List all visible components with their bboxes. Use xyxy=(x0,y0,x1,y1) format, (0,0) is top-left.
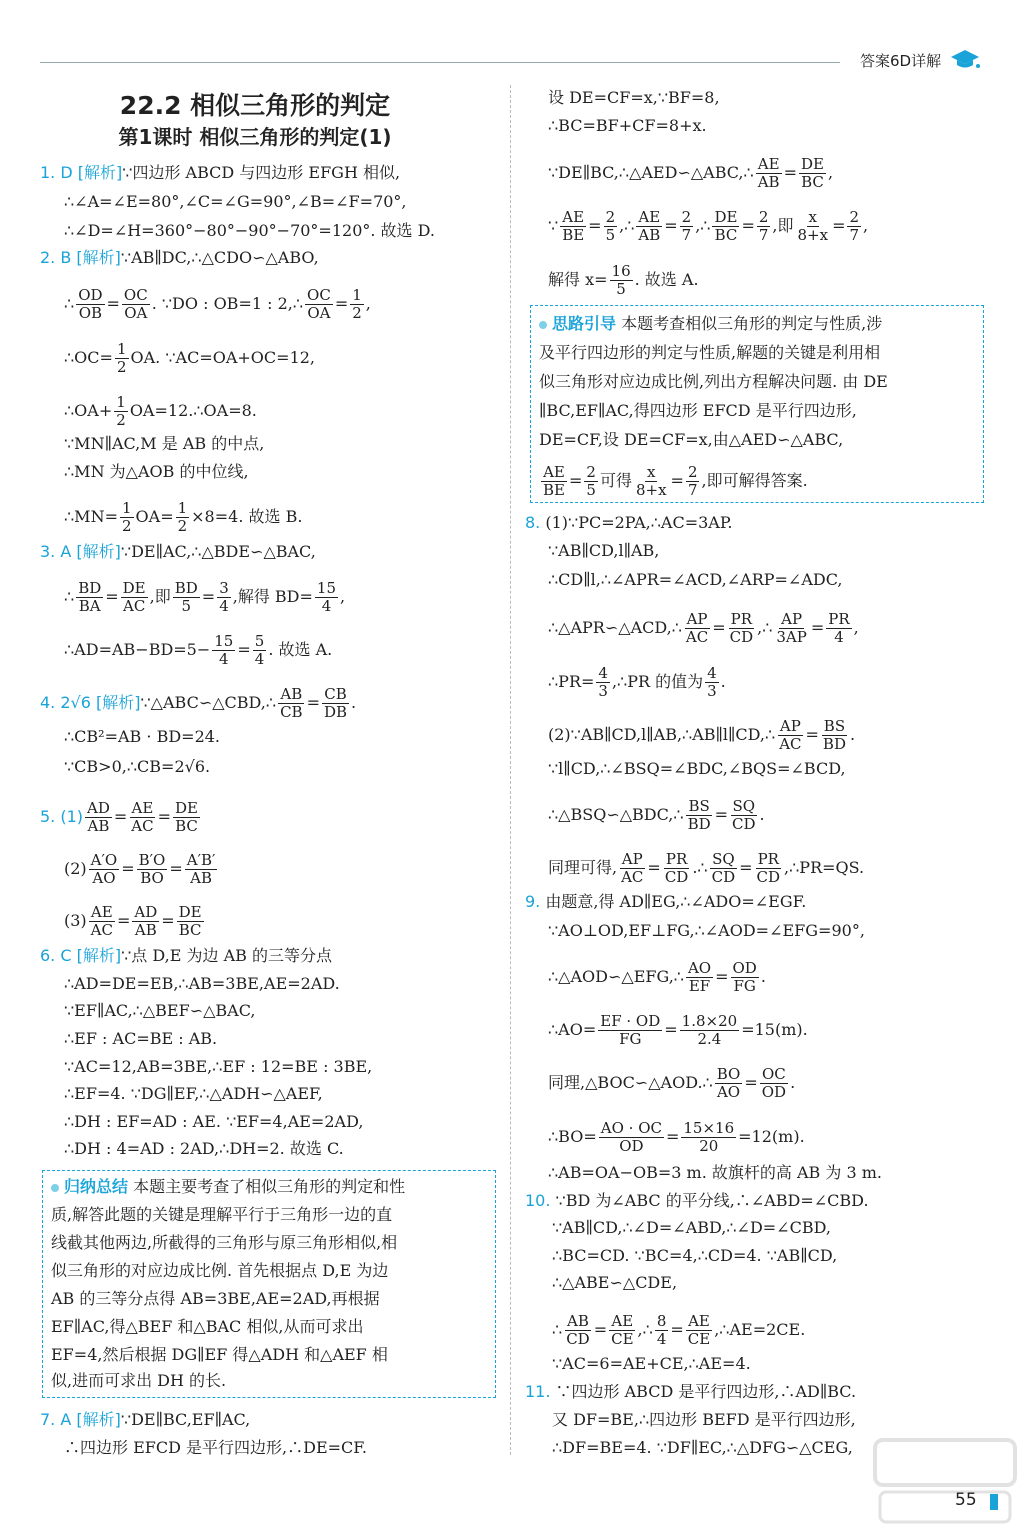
answer-line: ∴AO= $\frac{EF \cdot OD}{FG}$ = $\frac{1.8\times 20}{2.4}$ =15(m). xyxy=(548,1012,808,1048)
answer-line: ∴MN 为△AOB 的中位线, xyxy=(64,462,249,481)
answer-line: ∴BC=CD. ∵BC=4,∴CD=4. ∵AB∥CD, xyxy=(552,1246,838,1265)
answer-line: ∴AB=OA−OB=3 m. 故旗杆的高 AB 为 3 m. xyxy=(548,1163,882,1182)
answer-4: 4. 2√6 [解析]∵△ABC∽△CBD,∴ $\frac{AB}{CB}$ = $\frac{CB}{DB}$ . xyxy=(40,685,357,721)
graduation-cap-icon xyxy=(950,48,980,70)
answer-3: 3. A [解析]∵DE∥AC,∴△BDE∽△BAC, xyxy=(40,542,316,561)
answer-line: ∴DF=BE=4. ∵DF∥EC,∴△DFG∽△CEG, xyxy=(552,1438,853,1457)
answer-line: ∴∠D=∠H=360°−80°−90°−70°=120°. 故选 D. xyxy=(64,221,435,240)
answer-line: ∴△ABE∽△CDE, xyxy=(552,1273,678,1292)
answer-line: ∵MN∥AC,M 是 AB 的中点, xyxy=(64,434,265,453)
answer-line: ∴△BSQ∽△BDC,∴ $\frac{BS}{BD}$ = $\frac{SQ}{CD}$ . xyxy=(548,797,765,833)
guide-box xyxy=(530,305,984,503)
answer-line: 解得 x= $\frac{16}{5}$ . 故选 A. xyxy=(548,262,699,298)
question-number: 11. xyxy=(525,1382,551,1401)
answer-text: 由题意,得 AD∥EG,∴∠ADO=∠EGF. xyxy=(540,892,807,911)
answer-line: ∴CB²=AB · BD=24. xyxy=(64,727,221,746)
answer-line: ∵AC=6=AE+CE,∴AE=4. xyxy=(552,1354,751,1373)
column-divider xyxy=(510,85,511,1455)
guide-line: $\frac{AE}{BE}$ = $\frac{2}{5}$ 可得 $\frac{x}{8+x}$ = $\frac{2}{7}$ ,即可解得答案. xyxy=(543,463,808,499)
summary-box xyxy=(42,1170,496,1398)
answer-line: ∵AB∥CD,∴∠D=∠ABD,∴∠D=∠CBD, xyxy=(552,1218,831,1237)
answer-11 xyxy=(525,1382,856,1402)
answer-line: ∵AB∥CD,l∥AB, xyxy=(548,541,660,560)
answer-line: ∴OC= $\frac{1}{2}$ OA. ∵AC=OA+OC=12, xyxy=(64,340,316,376)
summary-line: 线截其他两边,所截得的三角形与原三角形相似,相 xyxy=(51,1233,398,1252)
bullet-icon xyxy=(51,1184,59,1192)
answer-line: 又 DF=BE,∴四边形 BEFD 是平行四边形, xyxy=(552,1410,856,1429)
answer-line: ∵AO⊥OD,EF⊥FG,∴∠AOD=∠EFG=90°, xyxy=(548,921,865,940)
answer-line: ∴DH : 4=AD : 2AD,∴DH=2. 故选 C. xyxy=(64,1139,344,1158)
answer-text: (1)∵PC=2PA,∴AC=3AP. xyxy=(540,513,733,532)
answer-text: ∵BD 为∠ABC 的平分线,∴∠ABD=∠CBD. xyxy=(550,1191,869,1210)
page-marker xyxy=(990,1494,998,1510)
answer-line: ∴BO= $\frac{AO \cdot OC}{OD}$ = $\frac{15\times 16}{20}$ =12(m). xyxy=(548,1119,805,1155)
page-number: 55 xyxy=(955,1490,977,1510)
answer-line: ∴EF : AC=BE : AB. xyxy=(64,1029,218,1048)
guide-line: ∥BC,EF∥AC,得四边形 EFCD 是平行四边形, xyxy=(539,401,857,420)
answer-8 xyxy=(525,513,732,533)
header-brand: 答案6D详解 xyxy=(860,52,942,70)
section-subtitle: 第1课时 相似三角形的判定(1) xyxy=(118,125,392,149)
answer-5: 5. (1) $\frac{AD}{AB}$ = $\frac{AE}{AC}$ = $\frac{DE}{BC}$ xyxy=(40,799,198,835)
question-number: 10. xyxy=(525,1191,551,1210)
answer-2: 2. B [解析]∵AB∥DC,∴△CDO∽△ABO, xyxy=(40,248,319,267)
answer-7: 7. A [解析]∵DE∥BC,EF∥AC, xyxy=(40,1410,251,1429)
answer-line: ∴DH : EF=AD : AE. ∵EF=4,AE=2AD, xyxy=(64,1112,364,1131)
answer-line: ∵EF∥AC,∴△BEF∽△BAC, xyxy=(64,1001,256,1020)
guide-first-line: 思路引导 本题考查相似三角形的判定与性质,涉 xyxy=(539,314,882,334)
answer-line: ∴CD∥l,∴∠APR=∠ACD,∠ARP=∠ADC, xyxy=(548,570,843,589)
answer-9 xyxy=(525,892,806,912)
answer-line: 同理可得, $\frac{AP}{AC}$ = $\frac{PR}{CD}$ .∴ $\frac{SQ}{CD}$ = $\frac{PR}{CD}$ ,∴PR=QS. xyxy=(548,850,865,886)
answer-line: ∴EF=4. ∵DG∥EF,∴△ADH∽△AEF, xyxy=(64,1084,323,1103)
answer-line: ∴MN= $\frac{1}{2}$ OA= $\frac{1}{2}$ ×8=4. 故选 B. xyxy=(64,499,303,535)
guide-line: 似三角形对应边成比例,列出方程解决问题. 由 DE xyxy=(539,372,888,391)
answer-line: ∴PR= $\frac{4}{3}$ ,∴PR 的值为 $\frac{4}{3}$ . xyxy=(548,664,726,700)
answer-line: ∵AC=12,AB=3BE,∴EF : 12=BE : 3BE, xyxy=(64,1057,373,1076)
summary-line: AB 的三等分点得 AB=3BE,AE=2AD,再根据 xyxy=(51,1289,380,1308)
answer-line: ∴AD=DE=EB,∴AB=3BE,AE=2AD. xyxy=(64,974,340,993)
watermark-logo xyxy=(870,1430,1020,1530)
answer-line: 同理,△BOC∽△AOD.∴ $\frac{BO}{AO}$ = $\frac{OC}{OD}$ . xyxy=(548,1065,796,1101)
answer-line: ∴OA+ $\frac{1}{2}$ OA=12.∴OA=8. xyxy=(64,393,257,429)
answer-line: ∴ $\frac{BD}{BA}$ = $\frac{DE}{AC}$ ,即 $\frac{BD}{5}$ = $\frac{3}{4}$ ,解得 BD= $\frac{15}{4}$ , xyxy=(64,579,346,615)
summary-line: EF=4,然后根据 DG∥EF 得△ADH 和△AEF 相 xyxy=(51,1345,388,1364)
answer-line: ∴ $\frac{OD}{OB}$ = $\frac{OC}{OA}$ . ∵DO : OB=1 : 2,∴ $\frac{OC}{OA}$ = $\frac{1}{2}$ , xyxy=(64,286,371,322)
answer-1: 1. D [解析]∵四边形 ABCD 与四边形 EFGH 相似, xyxy=(40,163,401,182)
answer-10 xyxy=(525,1191,869,1211)
summary-first-line: 归纳总结 本题主要考查了相似三角形的判定和性 xyxy=(51,1177,405,1197)
section-title: 22.2 相似三角形的判定 xyxy=(119,91,391,120)
answer-line: ∵DE∥BC,∴△AED∽△ABC,∴ $\frac{AE}{AB}$ = $\frac{DE}{BC}$ , xyxy=(548,155,834,191)
answer-line: ∴BC=BF+CF=8+x. xyxy=(548,116,707,135)
answer-text: ∵四边形 ABCD 是平行四边形,∴AD∥BC. xyxy=(550,1382,857,1401)
answer-6: 6. C [解析]∵点 D,E 为边 AB 的三等分点 xyxy=(40,946,332,965)
bullet-icon xyxy=(539,321,547,329)
answer-line: ∴∠A=∠E=80°,∠C=∠G=90°,∠B=∠F=70°, xyxy=(64,192,407,211)
answer-line: 设 DE=CF=x,∵BF=8, xyxy=(548,88,720,107)
answer-line: (2)∵AB∥CD,l∥AB,∴AB∥l∥CD,∴ $\frac{AP}{AC}$ = $\frac{BS}{BD}$ . xyxy=(548,717,856,753)
answer-line: ∵CB>0,∴CB=2√6. xyxy=(64,757,211,776)
summary-line: 似三角形的对应边成比例. 首先根据点 D,E 为边 xyxy=(51,1261,389,1280)
summary-line: 质,解答此题的关键是理解平行于三角形一边的直 xyxy=(51,1205,393,1224)
question-number: 8. xyxy=(525,513,541,532)
answer-line: ∴△AOD∽△EFG,∴ $\frac{AO}{EF}$ = $\frac{OD}{FG}$ . xyxy=(548,959,766,995)
answer-line: ∴四边形 EFCD 是平行四边形,∴DE=CF. xyxy=(64,1438,367,1457)
guide-line: 及平行四边形的判定与性质,解题的关键是利用相 xyxy=(539,343,881,362)
answer-line: ∵l∥CD,∴∠BSQ=∠BDC,∠BQS=∠BCD, xyxy=(548,759,846,778)
guide-line: DE=CF,设 DE=CF=x,由△AED∽△ABC, xyxy=(539,430,844,449)
answer-line: (2) $\frac{A'O}{AO}$ = $\frac{B'O}{BO}$ = $\frac{A'B'}{AB}$ xyxy=(64,851,216,887)
answer-line: ∵ $\frac{AE}{BE}$ = $\frac{2}{5}$ ,∴ $\frac{AE}{AB}$ = $\frac{2}{7}$ ,∴ $\frac{DE}{BC}$ = $\frac{2}{7}$ ,即 $\frac{x}{8+x}$ = $\frac{2}{7}$ , xyxy=(548,208,869,244)
answer-line: ∴AD=AB−BD=5− $\frac{15}{4}$ = $\frac{5}{4}$ . 故选 A. xyxy=(64,632,333,668)
header-rule xyxy=(40,62,840,63)
answer-line: (3) $\frac{AE}{AC}$ = $\frac{AD}{AB}$ = $\frac{DE}{BC}$ xyxy=(64,903,202,939)
answer-line: ∴△APR∽△ACD,∴ $\frac{AP}{AC}$ = $\frac{PR}{CD}$ ,∴ $\frac{AP}{3AP}$ = $\frac{PR}{4}$ , xyxy=(548,610,859,646)
summary-line: 似,进而可求出 DH 的长. xyxy=(51,1371,227,1390)
summary-line: EF∥AC,得△BEF 和△BAC 相似,从而可求出 xyxy=(51,1317,364,1336)
answer-line: ∴ $\frac{AB}{CD}$ = $\frac{AE}{CE}$ ,∴ $\frac{8}{4}$ = $\frac{AE}{CE}$ ,∴AE=2CE. xyxy=(552,1312,806,1348)
question-number: 9. xyxy=(525,892,541,911)
